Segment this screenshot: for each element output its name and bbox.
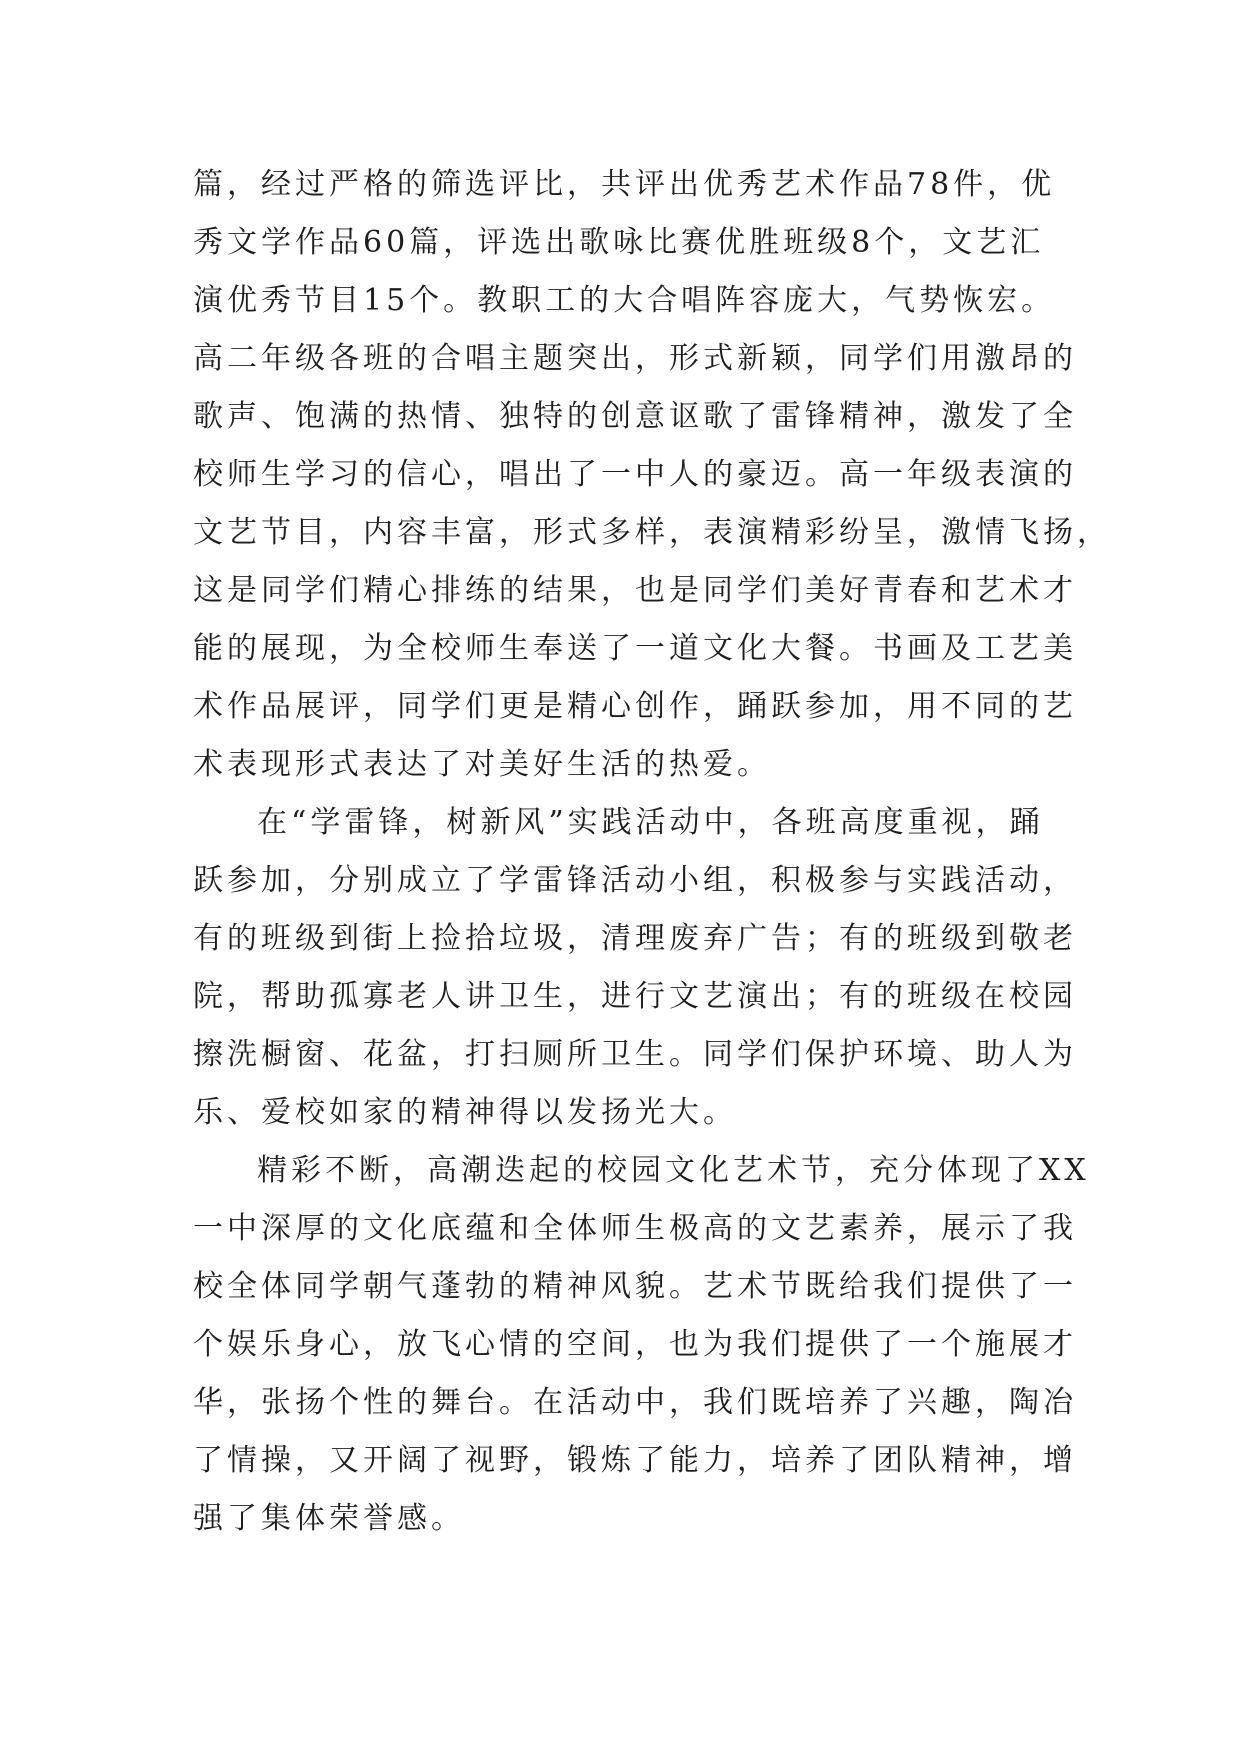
text-line: 强了集体荣誉感。	[193, 1501, 465, 1536]
text-line: 秀文学作品60篇，评选出歌咏比赛优胜班级8个，文艺汇	[193, 225, 1045, 260]
text-line: 术作品展评，同学们更是精心创作，踊跃参加，用不同的艺	[193, 689, 1077, 724]
text-line: 文艺节目，内容丰富，形式多样，表演精彩纷呈，激情飞扬，	[193, 515, 1111, 550]
text-line: 演优秀节目15个。教职工的大合唱阵容庞大，气势恢宏。	[193, 283, 1056, 318]
text-line: 高二年级各班的合唱主题突出，形式新颖，同学们用激昂的	[193, 341, 1077, 376]
text-line: 篇，经过严格的筛选评比，共评出优秀艺术作品78件，优	[193, 167, 1056, 202]
text-line: 擦洗橱窗、花盆，打扫厕所卫生。同学们保护环境、助人为	[193, 1037, 1077, 1072]
document-body	[193, 156, 1111, 1548]
text-line: 了情操，又开阔了视野，锻炼了能力，培养了团队精神，增	[193, 1443, 1077, 1478]
text-line: 一中深厚的文化底蕴和全体师生极高的文艺素养，展示了我	[193, 1211, 1077, 1246]
text-line: 这是同学们精心排练的结果，也是同学们美好青春和艺术才	[193, 573, 1077, 608]
text-line: 校师生学习的信心，唱出了一中人的豪迈。高一年级表演的	[193, 457, 1077, 492]
text-line: 院，帮助孤寡老人讲卫生，进行文艺演出；有的班级在校园	[193, 979, 1077, 1014]
text-line: 歌声、饱满的热情、独特的创意讴歌了雷锋精神，激发了全	[193, 399, 1077, 434]
text-line: 华，张扬个性的舞台。在活动中，我们既培养了兴趣，陶冶	[193, 1385, 1077, 1420]
text-line: 术表现形式表达了对美好生活的热爱。	[193, 747, 771, 782]
text-line: 个娱乐身心，放飞心情的空间，也为我们提供了一个施展才	[193, 1327, 1077, 1362]
text-line: 跃参加，分别成立了学雷锋活动小组，积极参与实践活动，	[193, 863, 1077, 898]
text-line: 精彩不断，高潮迭起的校园文化艺术节，充分体现了XX	[257, 1153, 1090, 1188]
text-line: 校全体同学朝气蓬勃的精神风貌。艺术节既给我们提供了一	[193, 1269, 1077, 1304]
text-line: 在“学雷锋，树新风”实践活动中，各班高度重视，踊	[257, 805, 1044, 840]
text-line: 能的展现，为全校师生奉送了一道文化大餐。书画及工艺美	[193, 631, 1077, 666]
text-line: 有的班级到街上捡拾垃圾，清理废弃广告；有的班级到敬老	[193, 921, 1077, 956]
text-line: 乐、爱校如家的精神得以发扬光大。	[193, 1095, 737, 1130]
